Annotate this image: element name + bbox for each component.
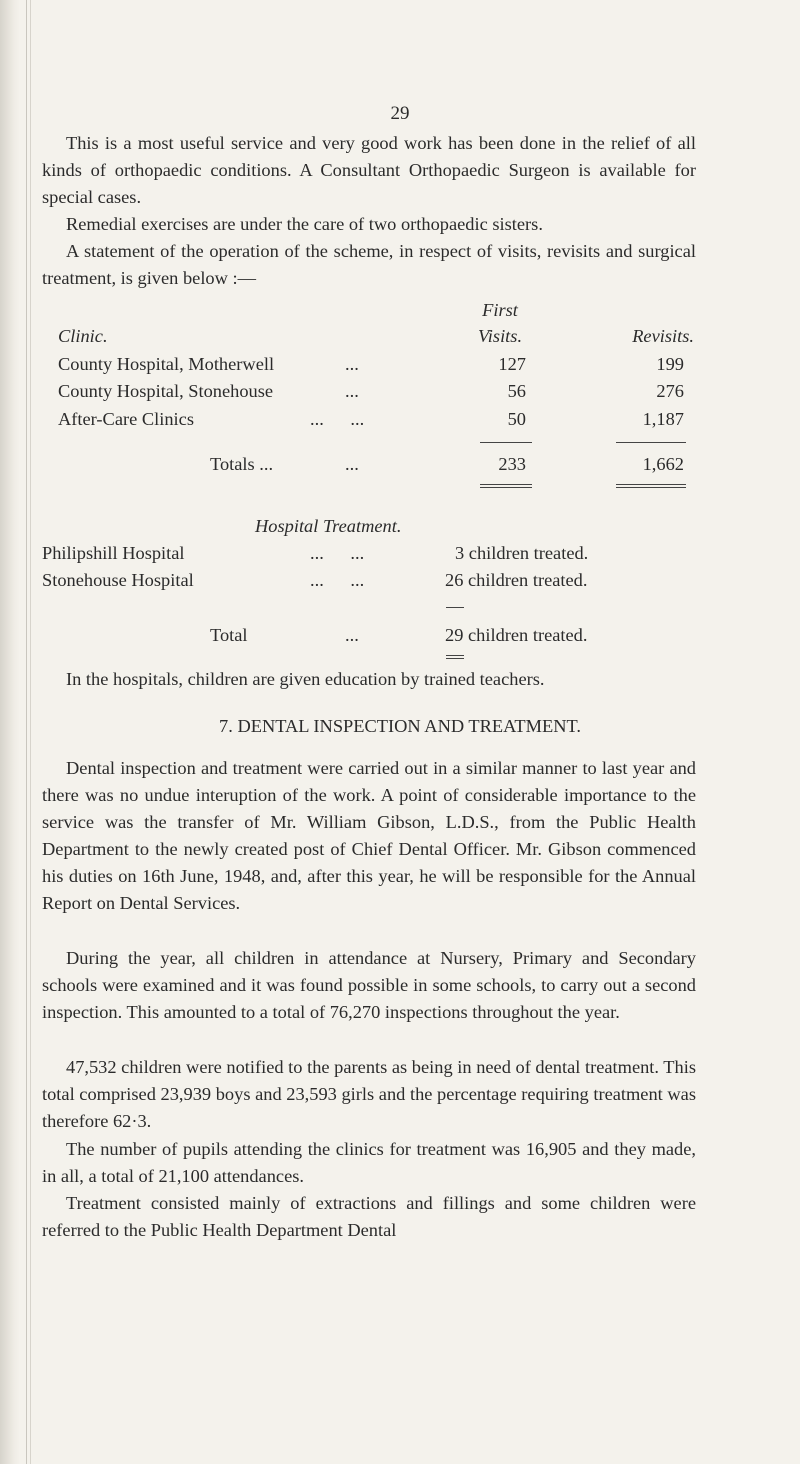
dental-section-heading: 7. DENTAL INSPECTION AND TREATMENT. — [219, 716, 581, 736]
dental-paragraph-3: 47,532 children were notified to the parents as being in need of dental treatment. This total comprised 23,939 boys and 23,593 girls and the percentage requiring treatment was therefore 62·3. — [42, 1057, 696, 1131]
totals-first-visits: 233 — [498, 454, 526, 474]
hospital-treatment-title: Hospital Treatment. — [255, 516, 402, 536]
intro-paragraph-2: Remedial exercises are under the care of two orthopaedic sisters. — [66, 214, 543, 234]
row-dots: ... — [345, 354, 359, 374]
row-first-visits: 50 — [507, 409, 526, 429]
header-first-visits: Visits. — [477, 326, 523, 346]
total-double-rule-first-b — [480, 487, 532, 488]
hospital-subtotal-rule — [446, 607, 464, 608]
intro-paragraph-3: A statement of the operation of the scheme, in respect of visits, revisits and surgical treatment, is given below :— — [42, 241, 696, 288]
hospital-total-label: Total — [210, 625, 248, 645]
total-double-rule-first-a — [480, 484, 532, 485]
subtotal-rule-revisits — [616, 442, 686, 443]
total-double-rule-revisits-a — [616, 484, 686, 485]
hospital-dots: ... ... — [310, 543, 365, 563]
total-double-rule-revisits-b — [616, 487, 686, 488]
row-first-visits: 127 — [498, 354, 526, 374]
row-clinic: County Hospital, Stonehouse — [58, 381, 274, 401]
row-dots: ... — [345, 381, 359, 401]
hospital-treated-count: 3 children treated. — [455, 543, 589, 563]
header-first-line1: First — [482, 300, 518, 320]
hospital-dots: ... ... — [310, 570, 365, 590]
subtotal-rule-first — [480, 442, 532, 443]
hospital-name: Stonehouse Hospital — [42, 570, 194, 590]
page-number: 29 — [390, 103, 410, 124]
row-revisits: 1,187 — [642, 409, 684, 429]
dental-paragraph-1: Dental inspection and treatment were carried out in a similar manner to last year and there was no undue interuption of the work. A point of considerable importance to the service was the transfer of Mr. William Gibson, L.D.S., from the Public Health Department to the newly created post of Chief Dental Officer. Mr. Gibson commenced his duties on 16th June, 1948, and, after this year, he will be responsible for the Annual Report on Dental Services. — [42, 758, 696, 913]
hospital-total-value: 29 children treated. — [445, 625, 588, 645]
hospital-total-double-rule-b — [446, 658, 464, 659]
dental-paragraph-5: Treatment consisted mainly of extractions and fillings and some children were referred to the Public Health Department Dental — [42, 1193, 696, 1240]
header-clinic: Clinic. — [58, 326, 108, 346]
education-note: In the hospitals, children are given education by trained teachers. — [66, 669, 545, 689]
totals-revisits: 1,662 — [642, 454, 684, 474]
hospital-total-double-rule-a — [446, 655, 464, 656]
totals-label: Totals ... — [210, 454, 274, 474]
totals-dots: ... — [345, 454, 359, 474]
hospital-name: Philipshill Hospital — [42, 543, 185, 563]
row-dots: ... ... — [310, 409, 365, 429]
header-revisits: Revisits. — [632, 326, 694, 346]
dental-paragraph-2: During the year, all children in attendance at Nursery, Primary and Secondary schools were examined and it was found possible in some schools, to carry out a second inspection. This amounted to a total of 76,270 inspections throughout the year. — [42, 948, 696, 1022]
intro-paragraph-1: This is a most useful service and very good work has been done in the relief of all kinds of orthopaedic conditions. A Consultant Orthopaedic Surgeon is available for special cases. — [42, 133, 696, 207]
hospital-total-dots: ... — [345, 625, 359, 645]
row-revisits: 276 — [656, 381, 684, 401]
row-revisits: 199 — [656, 354, 684, 374]
row-clinic: County Hospital, Motherwell — [58, 354, 275, 374]
row-first-visits: 56 — [507, 381, 526, 401]
dental-paragraph-4: The number of pupils attending the clinics for treatment was 16,905 and they made, in all, a total of 21,100 attendances. — [42, 1139, 696, 1186]
row-clinic: After-Care Clinics — [58, 409, 194, 429]
hospital-treated-count: 26 children treated. — [445, 570, 588, 590]
